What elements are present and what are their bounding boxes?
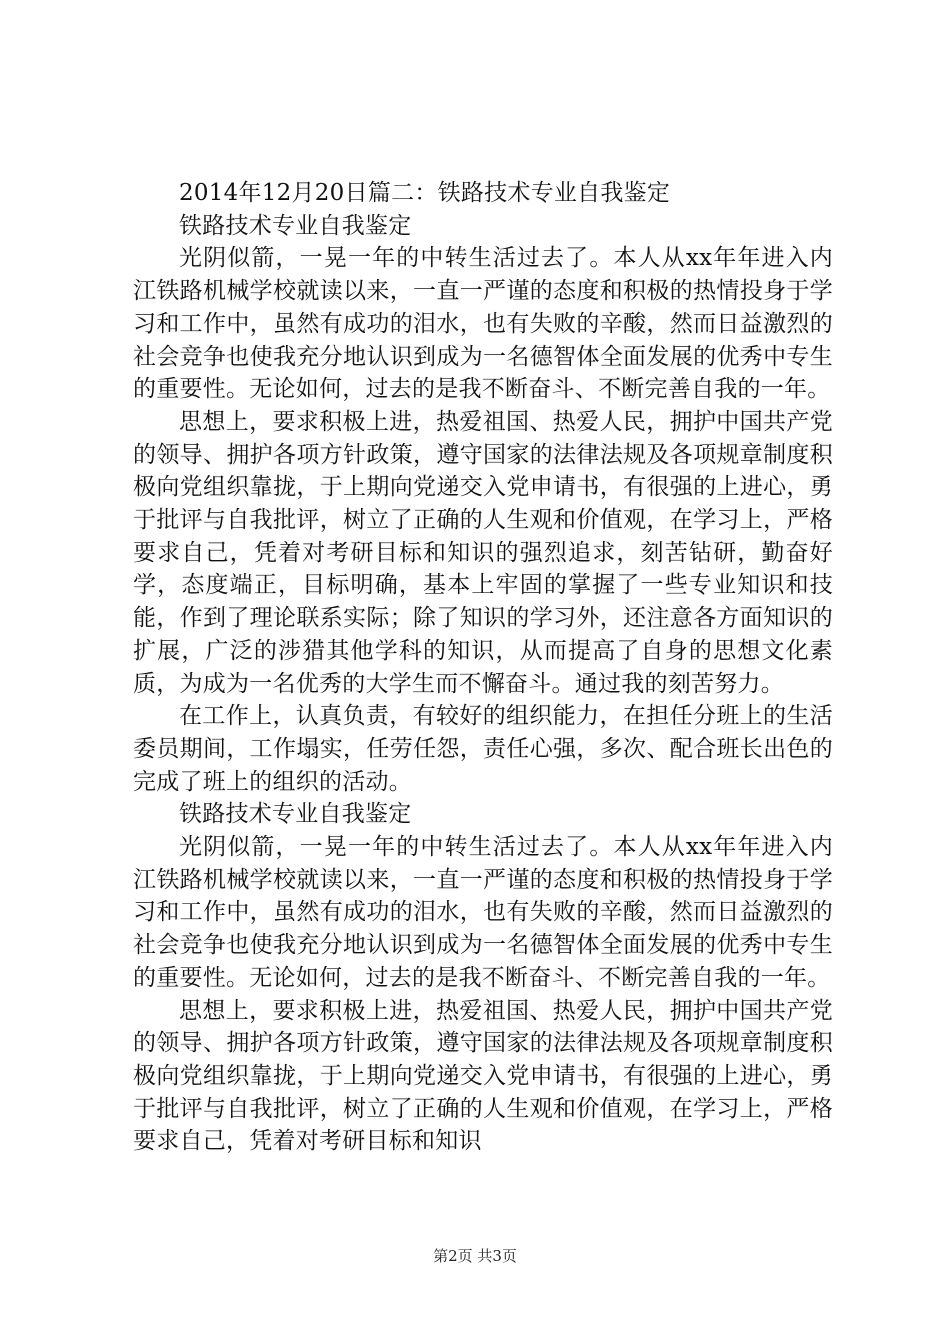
body-paragraph: 在工作上，认真负责，有较好的组织能力，在担任分班上的生活委员期间，工作塌实，任劳任怨，责任心强，多次、配合班长出色的完成了班上的组织的活动。	[133, 703, 833, 795]
section-title: 铁路技术专业自我鉴定	[179, 212, 412, 239]
body-paragraph: 思想上，要求积极上进，热爱祖国、热爱人民，拥护中国共产党的领导、拥护各项方针政策，遵守国家的法律法规及各项规章制度积极向党组织靠拢，于上期向党递交入党申请书，有很强的上进心，勇于批评与自我批评，树立了正确的人生观和价值观，在学习上，严格要求自己，凭着对考研目标和知识的强烈追求，刻苦钻研，勤奋好学，态度端正，目标明确，基本上牢固的掌握了一些专业知识和技能，作到了理论联系实际；除了知识的学习外，还注意各方面知识的扩展，广泛的涉猎其他学科的知识，从而提高了自身的思想文化素质，为成为一名优秀的大学生而不懈奋斗。通过我的刻苦努力。	[133, 408, 833, 697]
date-heading-paragraph: 2014年12月20日篇二：铁路技术专业自我鉴定	[179, 180, 671, 206]
body-paragraph: 光阴似箭，一晃一年的中转生活过去了。本人从xx年年进入内江铁路机械学校就读以来，一直一严谨的态度和积极的热情投身于学习和工作中，虽然有成功的泪水，也有失败的辛酸，然而日益激烈的社会竞争也使我充分地认识到成为一名德智体全面发展的优秀中专生的重要性。无论如何，过去的是我不断奋斗、不断完善自我的一年。	[133, 245, 833, 403]
body-paragraph: 光阴似箭，一晃一年的中转生活过去了。本人从xx年年进入内江铁路机械学校就读以来，一直一严谨的态度和积极的热情投身于学习和工作中，虽然有成功的泪水，也有失败的辛酸，然而日益激烈的社会竞争也使我充分地认识到成为一名德智体全面发展的优秀中专生的重要性。无论如何，过去的是我不断奋斗、不断完善自我的一年。	[133, 834, 833, 991]
page-number-footer: 第2页 共3页	[433, 1247, 517, 1265]
document-body	[133, 177, 833, 1158]
section-title: 铁路技术专业自我鉴定	[179, 801, 412, 828]
body-paragraph: 思想上，要求积极上进，热爱祖国、热爱人民，拥护中国共产党的领导、拥护各项方针政策，遵守国家的法律法规及各项规章制度积极向党组织靠拢，于上期向党递交入党申请书，有很强的上进心，勇于批评与自我批评，树立了正确的人生观和价值观，在学习上，严格要求自己，凭着对考研目标和知识	[133, 997, 833, 1155]
